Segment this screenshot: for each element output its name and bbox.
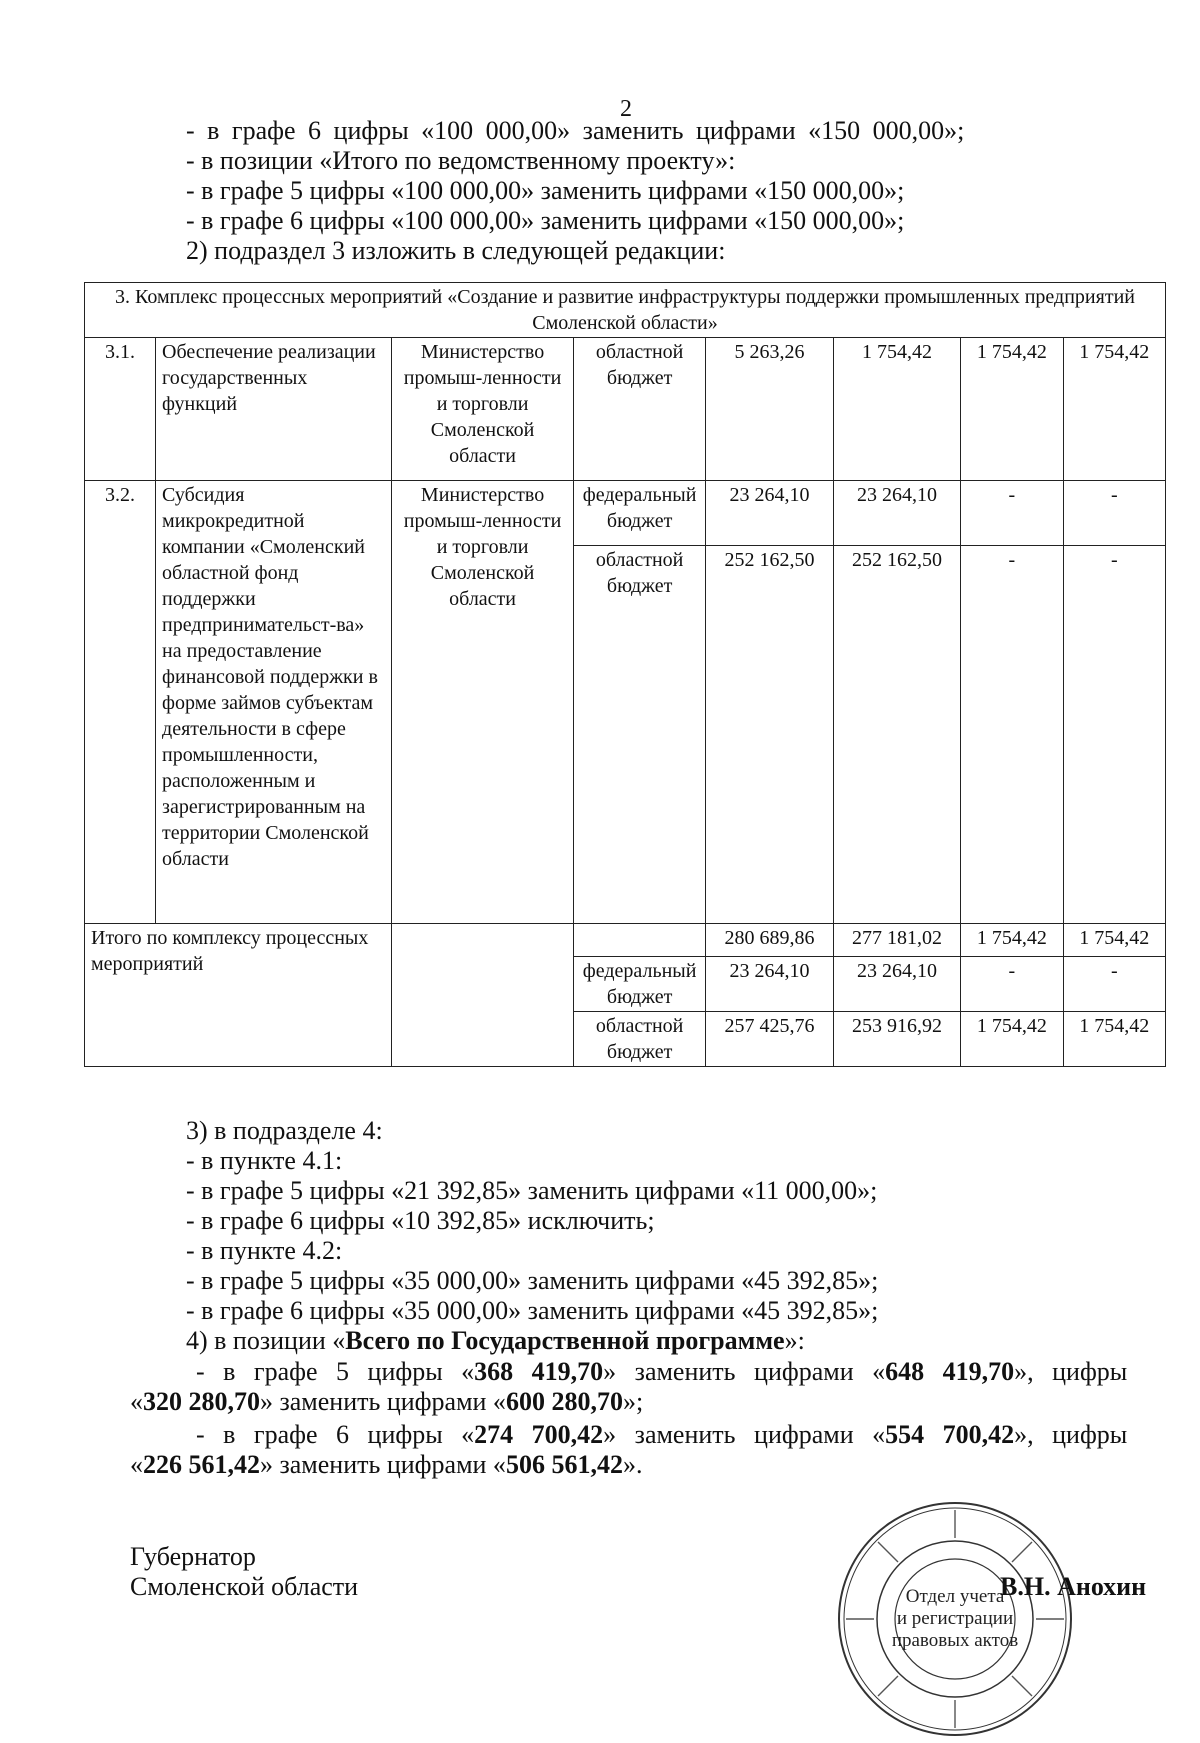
page-number: 2 — [620, 96, 632, 122]
row-3-2-reg-y3: - — [1063, 546, 1165, 924]
signature-position — [130, 1542, 358, 1602]
after-line-5: - в пункте 4.2: — [186, 1236, 343, 1265]
totals-fed-y1: 23 264,10 — [833, 957, 960, 1012]
g6-line-2: «226 561,42» заменить цифрами «506 561,42». — [130, 1450, 643, 1479]
totals-fed-source: федеральный бюджет — [573, 957, 705, 1012]
totals-all-y3: 1 754,42 — [1063, 924, 1165, 957]
g5-line-1: - в графе 5 цифры «368 419,70» заменить цифрами «648 419,70», цифры — [196, 1357, 1128, 1386]
totals-label: Итого по комплексу процессных мероприятий — [85, 924, 392, 1067]
totals-reg-y1: 253 916,92 — [833, 1012, 960, 1067]
row-3-1-source: областной бюджет — [573, 338, 705, 481]
stamp-line-3: правовых актов — [891, 1630, 1019, 1651]
intro-line-2: - в позиции «Итого по ведомственному проекту»: — [186, 146, 736, 175]
row-3-1-executor: Министерство промыш-ленности и торговли Смоленской области — [392, 338, 574, 481]
after-line-7: - в графе 6 цифры «35 000,00» заменить цифрами «45 392,85»; — [186, 1296, 879, 1325]
after-line-3: - в графе 5 цифры «21 392,85» заменить цифрами «11 000,00»; — [186, 1176, 878, 1205]
totals-reg-y2: 1 754,42 — [961, 1012, 1063, 1067]
row-3-2-num: 3.2. — [85, 481, 156, 924]
intro-line-1: - в графе 6 цифры «100 000,00» заменить цифрами «150 000,00»; — [186, 116, 965, 145]
totals-all-y2: 1 754,42 — [961, 924, 1063, 957]
row-3-2-executor: Министерство промыш-ленности и торговли Смоленской области — [392, 481, 574, 924]
after-line-2: - в пункте 4.1: — [186, 1146, 343, 1175]
program-table — [84, 282, 1166, 1067]
row-3-2-fed-y3: - — [1063, 481, 1165, 546]
g6-line-1: - в графе 6 цифры «274 700,42» заменить цифрами «554 700,42», цифры — [196, 1420, 1128, 1449]
totals-reg-source: областной бюджет — [573, 1012, 705, 1067]
totals-reg-y3: 1 754,42 — [1063, 1012, 1165, 1067]
stamp-line-2: и регистрации — [896, 1608, 1014, 1629]
row-3-1-y1: 1 754,42 — [833, 338, 960, 481]
totals-executor-empty — [392, 924, 574, 1067]
official-stamp — [836, 1500, 1074, 1738]
item4-line: 4) в позиции «Всего по Государственной программе»: — [186, 1326, 805, 1355]
table-row — [85, 338, 1166, 481]
row-3-2-reg-y2: - — [961, 546, 1063, 924]
row-3-1-y2: 1 754,42 — [961, 338, 1063, 481]
row-3-2-reg-total: 252 162,50 — [706, 546, 833, 924]
row-3-2-fed-source: федеральный бюджет — [573, 481, 705, 546]
after-line-6: - в графе 5 цифры «35 000,00» заменить цифрами «45 392,85»; — [186, 1266, 879, 1295]
totals-fed-y3: - — [1063, 957, 1165, 1012]
row-3-2-fed-total: 23 264,10 — [706, 481, 833, 546]
row-3-2-fed-y2: - — [961, 481, 1063, 546]
totals-all-y1: 277 181,02 — [833, 924, 960, 957]
intro-line-4: - в графе 6 цифры «100 000,00» заменить цифрами «150 000,00»; — [186, 206, 905, 235]
g5-line-2: «320 280,70» заменить цифрами «600 280,70»; — [130, 1387, 644, 1416]
signature-name: В.Н. Анохин — [1000, 1572, 1147, 1601]
signature-position-line-2: Смоленской области — [130, 1572, 359, 1601]
row-3-1-total: 5 263,26 — [706, 338, 833, 481]
intro-line-3: - в графе 5 цифры «100 000,00» заменить цифрами «150 000,00»; — [186, 176, 905, 205]
signature-position-line-1: Губернатор — [130, 1542, 256, 1571]
row-3-2-name: Субсидия микрокредитной компании «Смоленский областной фонд поддержки предпринимательст-ва» на предоставление финансовой поддержки в форме займов субъектам деятельности в сфере промышленности, расположенным и зарегистрированным на территории Смоленской области — [156, 481, 392, 924]
totals-fed-total: 23 264,10 — [706, 957, 833, 1012]
table-row — [85, 481, 1166, 546]
row-3-1-y3: 1 754,42 — [1063, 338, 1165, 481]
row-3-2-fed-y1: 23 264,10 — [833, 481, 960, 546]
table-row — [85, 924, 1166, 957]
totals-all-total: 280 689,86 — [706, 924, 833, 957]
totals-fed-y2: - — [961, 957, 1063, 1012]
stamp-line-1: Отдел учета — [905, 1586, 1005, 1607]
totals-all-source — [573, 924, 705, 957]
after-line-4: - в графе 6 цифры «10 392,85» исключить; — [186, 1206, 655, 1235]
row-3-1-num: 3.1. — [85, 338, 156, 481]
table-header: 3. Комплекс процессных мероприятий «Создание и развитие инфраструктуры поддержки промышленных предприятий Смоленской области» — [85, 283, 1166, 338]
row-3-2-reg-source: областной бюджет — [573, 546, 705, 924]
row-3-2-reg-y1: 252 162,50 — [833, 546, 960, 924]
row-3-1-name: Обеспечение реализации государственных функций — [156, 338, 392, 481]
after-line-1: 3) в подразделе 4: — [186, 1116, 383, 1145]
intro-line-5: 2) подраздел 3 изложить в следующей редакции: — [186, 236, 726, 265]
totals-reg-total: 257 425,76 — [706, 1012, 833, 1067]
